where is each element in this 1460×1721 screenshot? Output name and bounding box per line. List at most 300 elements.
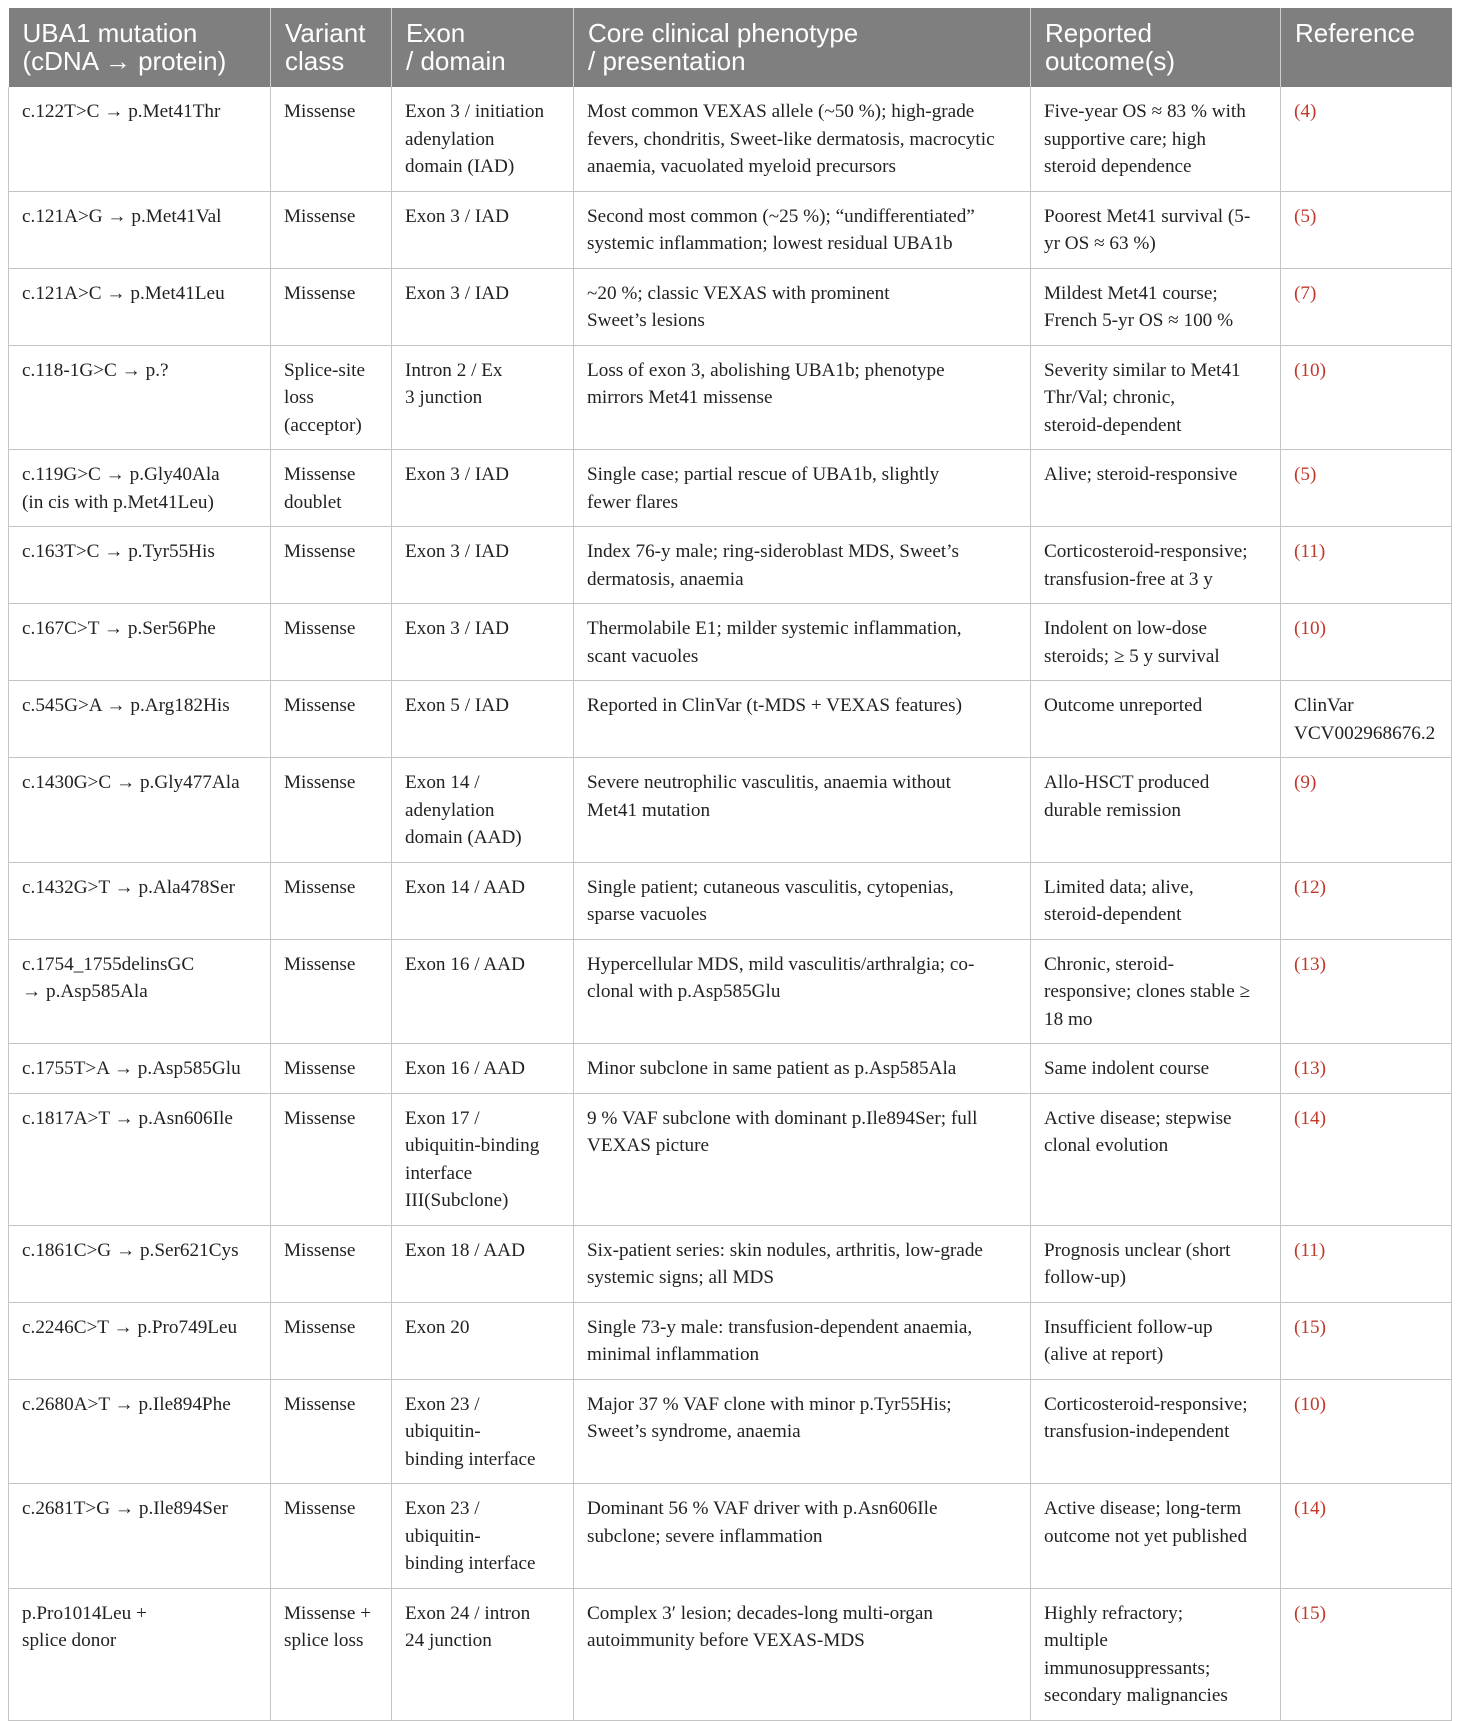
- phenotype-cell: [574, 450, 1031, 527]
- reference-cell: [1281, 1093, 1452, 1225]
- variant-class-cell: [271, 527, 392, 604]
- outcome-cell: [1031, 862, 1281, 939]
- mutation-cell: [9, 862, 271, 939]
- cell-line: immunosuppressants;: [1044, 1657, 1211, 1679]
- header-line: UBA1 mutation: [22, 18, 198, 48]
- cell-line: Splice-site: [284, 359, 365, 381]
- outcome-cell: [1031, 1044, 1281, 1094]
- phenotype-cell: [574, 268, 1031, 345]
- cell-line: c.1817A>T → p.Asn606Ile: [22, 1107, 233, 1129]
- reference-link[interactable]: (13): [1294, 953, 1326, 975]
- cell-line: Missense: [284, 541, 356, 562]
- reference-link[interactable]: (12): [1294, 876, 1326, 898]
- cell-line: Intron 2 / Ex: [405, 359, 503, 381]
- phenotype-cell: [574, 681, 1031, 758]
- variant-class-cell: [271, 1302, 392, 1379]
- cell-line: Exon 3 / IAD: [405, 282, 509, 304]
- cell-line: doublet: [284, 491, 342, 513]
- outcome-cell: [1031, 527, 1281, 604]
- table-row: [9, 604, 1452, 681]
- cell-line: ubiquitin-: [405, 1421, 481, 1442]
- table-row: [9, 87, 1452, 191]
- table-row: [9, 1302, 1452, 1379]
- reference-cell: [1281, 268, 1452, 345]
- cell-line: Exon 3 / IAD: [405, 541, 509, 562]
- outcome-cell: [1031, 450, 1281, 527]
- exon-domain-cell: [392, 1093, 574, 1225]
- exon-domain-cell: [392, 1484, 574, 1589]
- reference-cell: [1281, 450, 1452, 527]
- cell-line: transfusion-independent: [1044, 1421, 1230, 1442]
- reference-cell: [1281, 1588, 1452, 1720]
- outcome-cell: [1031, 681, 1281, 758]
- cell-line: c.1754_1755delinsGC: [22, 953, 195, 975]
- outcome-cell: [1031, 1093, 1281, 1225]
- outcome-cell: [1031, 939, 1281, 1044]
- cell-line: Sweet’s lesions: [587, 310, 705, 331]
- outcome-cell: [1031, 1225, 1281, 1302]
- reference-link[interactable]: (13): [1294, 1058, 1326, 1079]
- table-row: [9, 450, 1452, 527]
- reference-link[interactable]: (14): [1294, 1498, 1326, 1519]
- cell-line: adenylation: [405, 799, 495, 821]
- cell-line: Missense: [284, 876, 356, 898]
- cell-line: c.122T>C → p.Met41Thr: [22, 101, 221, 122]
- cell-line: 9 % VAF subclone with dominant p.Ile894Ser; full: [587, 1107, 978, 1129]
- outcome-cell: [1031, 1379, 1281, 1484]
- header-line: Reference: [1295, 18, 1415, 48]
- cell-line: Outcome unreported: [1044, 695, 1203, 716]
- cell-line: Second most common (~25 %); “undifferentiated”: [587, 205, 975, 227]
- cell-line: ubiquitin-: [405, 1525, 481, 1547]
- cell-line: steroids; ≥ 5 y survival: [1044, 645, 1220, 667]
- reference-link[interactable]: (15): [1294, 1316, 1326, 1338]
- exon-domain-cell: [392, 862, 574, 939]
- cell-line: steroid dependence: [1044, 156, 1192, 177]
- cell-line: interface: [405, 1162, 473, 1184]
- cell-line: ~20 %; classic VEXAS with prominent: [587, 282, 890, 304]
- cell-line: Active disease; stepwise: [1044, 1107, 1232, 1129]
- mutation-cell: [9, 345, 271, 450]
- cell-line: clonal with p.Asp585Glu: [587, 981, 781, 1002]
- cell-line: Exon 18 / AAD: [405, 1239, 525, 1261]
- outcome-cell: [1031, 268, 1281, 345]
- phenotype-cell: [574, 1588, 1031, 1720]
- table-row: [9, 862, 1452, 939]
- cell-line: binding interface: [405, 1553, 536, 1574]
- cell-line: c.119G>C → p.Gly40Ala: [22, 464, 220, 485]
- table-body: [9, 87, 1452, 1720]
- phenotype-header: [574, 8, 1031, 87]
- table-row: [9, 1044, 1452, 1094]
- mutation-header: [9, 8, 271, 87]
- cell-line: mirrors Met41 missense: [587, 387, 773, 408]
- cell-line: c.167C>T → p.Ser56Phe: [22, 618, 216, 639]
- cell-line: Missense: [284, 695, 356, 716]
- cell-line: c.121A>G → p.Met41Val: [22, 205, 222, 227]
- cell-line: Thermolabile E1; milder systemic inflammation,: [587, 618, 962, 639]
- header-line: Variant: [285, 18, 366, 48]
- reference-cell: [1281, 604, 1452, 681]
- outcome-cell: [1031, 1588, 1281, 1720]
- table-row: [9, 268, 1452, 345]
- cell-line: Exon 24 / intron: [405, 1602, 531, 1624]
- cell-line: c.1432G>T → p.Ala478Ser: [22, 876, 235, 898]
- cell-line: domain (IAD): [405, 156, 515, 177]
- mutation-cell: [9, 1588, 271, 1720]
- mutation-cell: [9, 450, 271, 527]
- cell-line: Sweet’s syndrome, anaemia: [587, 1421, 801, 1442]
- cell-line: fewer flares: [587, 491, 679, 513]
- cell-line: Chronic, steroid-: [1044, 953, 1175, 975]
- exon-domain-cell: [392, 1225, 574, 1302]
- cell-line: supportive care; high: [1044, 128, 1206, 150]
- cell-line: outcome not yet published: [1044, 1525, 1248, 1547]
- cell-line: c.121A>C → p.Met41Leu: [22, 282, 225, 304]
- cell-line: multiple: [1044, 1630, 1108, 1651]
- phenotype-cell: [574, 758, 1031, 863]
- header-line: class: [285, 46, 345, 76]
- cell-line: Five-year OS ≈ 83 % with: [1044, 101, 1246, 122]
- phenotype-cell: [574, 1379, 1031, 1484]
- cell-line: durable remission: [1044, 799, 1181, 821]
- exon-domain-cell: [392, 1044, 574, 1094]
- cell-line: Missense: [284, 464, 356, 485]
- cell-line: Missense: [284, 1316, 356, 1338]
- mutation-cell: [9, 527, 271, 604]
- reference-cell: [1281, 1225, 1452, 1302]
- cell-line: systemic signs; all MDS: [587, 1267, 775, 1288]
- reference-cell: [1281, 345, 1452, 450]
- table-row: [9, 939, 1452, 1044]
- outcome-cell: [1031, 1484, 1281, 1589]
- cell-line: → p.Asp585Ala: [22, 981, 148, 1002]
- header-line: (cDNA → protein): [22, 46, 227, 76]
- mutation-cell: [9, 758, 271, 863]
- variant-class-cell: [271, 1588, 392, 1720]
- cell-line: Allo-HSCT produced: [1044, 772, 1210, 793]
- cell-line: French 5-yr OS ≈ 100 %: [1044, 310, 1234, 331]
- cell-line: c.1861C>G → p.Ser621Cys: [22, 1239, 239, 1261]
- reference-link[interactable]: (15): [1294, 1602, 1326, 1624]
- variant-class-cell: [271, 345, 392, 450]
- variant-class-cell: [271, 268, 392, 345]
- table-row: [9, 1379, 1452, 1484]
- phenotype-cell: [574, 345, 1031, 450]
- cell-line: Exon 20: [405, 1316, 470, 1338]
- cell-line: VEXAS picture: [587, 1135, 710, 1156]
- phenotype-cell: [574, 1302, 1031, 1379]
- cell-line: Single 73-y male: transfusion-dependent anaemia,: [587, 1316, 973, 1338]
- cell-line: Single case; partial rescue of UBA1b, slightly: [587, 464, 940, 485]
- cell-line: Missense: [284, 282, 356, 304]
- reference-link[interactable]: (10): [1294, 359, 1326, 381]
- variant-class-cell: [271, 1484, 392, 1589]
- outcome-cell: [1031, 604, 1281, 681]
- variant-class-cell: [271, 191, 392, 268]
- cell-line: subclone; severe inflammation: [587, 1525, 823, 1547]
- cell-line: Major 37 % VAF clone with minor p.Tyr55His;: [587, 1393, 952, 1415]
- cell-line: (alive at report): [1044, 1344, 1164, 1365]
- exon-domain-cell: [392, 87, 574, 191]
- outcome-header: [1031, 8, 1281, 87]
- table-row: [9, 1484, 1452, 1589]
- exon-domain-cell: [392, 450, 574, 527]
- exon-domain-cell: [392, 191, 574, 268]
- cell-line: minimal inflammation: [587, 1344, 760, 1365]
- table-row: [9, 758, 1452, 863]
- cell-line: fevers, chondritis, Sweet-like dermatosis, macrocytic: [587, 128, 995, 150]
- variant-class-header: [271, 8, 392, 87]
- header-line: outcome(s): [1045, 46, 1176, 76]
- cell-line: autoimmunity before VEXAS-MDS: [587, 1630, 865, 1651]
- header-row: [9, 8, 1452, 87]
- reference-link[interactable]: (7): [1294, 282, 1317, 304]
- cell-line: systemic inflammation; lowest residual UBA1b: [587, 233, 953, 254]
- reference-link[interactable]: (5): [1294, 464, 1317, 485]
- cell-line: Missense: [284, 618, 356, 639]
- mutation-cell: [9, 1484, 271, 1589]
- cell-line: c.2680A>T → p.Ile894Phe: [22, 1393, 231, 1415]
- reference-link[interactable]: (4): [1294, 101, 1317, 122]
- phenotype-cell: [574, 939, 1031, 1044]
- table-row: [9, 527, 1452, 604]
- mutation-cell: [9, 681, 271, 758]
- cell-line: Exon 3 / initiation: [405, 101, 545, 122]
- phenotype-cell: [574, 1093, 1031, 1225]
- cell-line: Missense: [284, 1107, 356, 1129]
- exon-domain-cell: [392, 1379, 574, 1484]
- outcome-cell: [1031, 345, 1281, 450]
- reference-cell: [1281, 1484, 1452, 1589]
- phenotype-cell: [574, 1044, 1031, 1094]
- reference-link[interactable]: (10): [1294, 618, 1326, 639]
- cell-line: c.2246C>T → p.Pro749Leu: [22, 1316, 238, 1338]
- uba1-mutations-table: [8, 8, 1452, 1721]
- cell-line: steroid-dependent: [1044, 904, 1182, 925]
- variant-class-cell: [271, 681, 392, 758]
- cell-line: III(Subclone): [405, 1190, 509, 1211]
- table-row: [9, 1225, 1452, 1302]
- phenotype-cell: [574, 527, 1031, 604]
- cell-line: sparse vacuoles: [587, 904, 707, 925]
- cell-line: Six-patient series: skin nodules, arthritis, low-grade: [587, 1239, 983, 1261]
- reference-link[interactable]: (10): [1294, 1393, 1326, 1415]
- mutation-cell: [9, 1302, 271, 1379]
- cell-line: follow-up): [1044, 1267, 1127, 1288]
- cell-line: Missense: [284, 1239, 356, 1261]
- cell-line: ubiquitin-binding: [405, 1135, 540, 1156]
- reference-cell: [1281, 191, 1452, 268]
- cell-line: binding interface: [405, 1448, 536, 1470]
- cell-line: Severity similar to Met41: [1044, 359, 1241, 381]
- reference-cell: [1281, 1379, 1452, 1484]
- cell-line: Missense: [284, 101, 356, 122]
- reference-cell: [1281, 1044, 1452, 1094]
- phenotype-cell: [574, 87, 1031, 191]
- cell-line: Severe neutrophilic vasculitis, anaemia without: [587, 772, 951, 793]
- cell-line: 18 mo: [1044, 1008, 1093, 1030]
- mutation-cell: [9, 1379, 271, 1484]
- variant-class-cell: [271, 939, 392, 1044]
- cell-line: Missense: [284, 1058, 356, 1079]
- reference-link[interactable]: (11): [1294, 1239, 1326, 1261]
- cell-line: scant vacuoles: [587, 645, 699, 667]
- variant-class-cell: [271, 1093, 392, 1225]
- reference-link[interactable]: (14): [1294, 1107, 1326, 1129]
- cell-line: Thr/Val; chronic,: [1044, 387, 1176, 408]
- cell-line: Exon 16 / AAD: [405, 953, 525, 975]
- reference-cell: [1281, 862, 1452, 939]
- reference-cell: [1281, 939, 1452, 1044]
- mutation-cell: [9, 268, 271, 345]
- cell-line: Exon 3 / IAD: [405, 618, 509, 639]
- cell-line: Single patient; cutaneous vasculitis, cytopenias,: [587, 876, 954, 898]
- cell-line: Poorest Met41 survival (5-: [1044, 205, 1251, 227]
- cell-line: Insufficient follow-up: [1044, 1316, 1213, 1338]
- cell-line: p.Pro1014Leu +: [22, 1602, 147, 1624]
- cell-line: loss: [284, 387, 314, 408]
- cell-line: ClinVar: [1294, 695, 1354, 716]
- variant-class-cell: [271, 862, 392, 939]
- cell-line: Exon 17 /: [405, 1107, 480, 1129]
- cell-line: Exon 14 /: [405, 772, 480, 793]
- cell-line: Alive; steroid-responsive: [1044, 464, 1238, 485]
- cell-line: Exon 3 / IAD: [405, 205, 509, 227]
- reference-header: [1281, 8, 1452, 87]
- table-row: [9, 1588, 1452, 1720]
- cell-line: Complex 3′ lesion; decades-long multi-organ: [587, 1602, 933, 1624]
- cell-line: Met41 mutation: [587, 799, 711, 821]
- phenotype-cell: [574, 1484, 1031, 1589]
- table-row: [9, 681, 1452, 758]
- cell-line: Missense: [284, 205, 356, 227]
- reference-link[interactable]: (9): [1294, 772, 1317, 793]
- cell-line: Corticosteroid-responsive;: [1044, 541, 1248, 562]
- cell-line: (in cis with p.Met41Leu): [22, 491, 214, 513]
- outcome-cell: [1031, 758, 1281, 863]
- header-line: / presentation: [588, 46, 746, 76]
- exon-domain-cell: [392, 1302, 574, 1379]
- cell-line: c.1755T>A → p.Asp585Glu: [22, 1058, 241, 1079]
- cell-line: Prognosis unclear (short: [1044, 1239, 1231, 1261]
- variant-class-cell: [271, 87, 392, 191]
- mutation-cell: [9, 1093, 271, 1225]
- cell-line: c.545G>A → p.Arg182His: [22, 695, 230, 716]
- cell-line: Missense: [284, 772, 356, 793]
- cell-line: domain (AAD): [405, 827, 522, 848]
- cell-line: Missense: [284, 1498, 356, 1519]
- reference-cell: [1281, 758, 1452, 863]
- cell-line: responsive; clones stable ≥: [1044, 981, 1251, 1002]
- variant-class-cell: [271, 604, 392, 681]
- cell-line: steroid-dependent: [1044, 414, 1182, 436]
- table-row: [9, 345, 1452, 450]
- cell-line: Corticosteroid-responsive;: [1044, 1393, 1248, 1415]
- header-line: Reported: [1045, 18, 1152, 48]
- reference-cell: [1281, 87, 1452, 191]
- cell-line: Exon 5 / IAD: [405, 695, 509, 716]
- phenotype-cell: [574, 604, 1031, 681]
- exon-domain-cell: [392, 345, 574, 450]
- variant-class-cell: [271, 1044, 392, 1094]
- cell-line: Dominant 56 % VAF driver with p.Asn606Ile: [587, 1498, 938, 1519]
- cell-line: (acceptor): [284, 414, 362, 436]
- exon-domain-cell: [392, 939, 574, 1044]
- table-row: [9, 1093, 1452, 1225]
- header-line: Exon: [406, 18, 466, 48]
- cell-line: 24 junction: [405, 1630, 492, 1651]
- cell-line: Exon 16 / AAD: [405, 1058, 525, 1079]
- cell-line: Highly refractory;: [1044, 1602, 1184, 1624]
- variant-class-cell: [271, 758, 392, 863]
- reference-cell: [1281, 1302, 1452, 1379]
- cell-line: adenylation: [405, 128, 495, 150]
- reference-link[interactable]: (5): [1294, 205, 1317, 227]
- reference-cell: [1281, 527, 1452, 604]
- cell-line: Minor subclone in same patient as p.Asp585Ala: [587, 1058, 957, 1079]
- variant-class-cell: [271, 1225, 392, 1302]
- table-row: [9, 191, 1452, 268]
- table-header: [9, 8, 1452, 87]
- cell-line: Most common VEXAS allele (~50 %); high-grade: [587, 101, 975, 122]
- phenotype-cell: [574, 862, 1031, 939]
- cell-line: c.163T>C → p.Tyr55His: [22, 541, 215, 562]
- exon-domain-cell: [392, 604, 574, 681]
- variant-class-cell: [271, 1379, 392, 1484]
- exon-domain-cell: [392, 681, 574, 758]
- exon-domain-cell: [392, 1588, 574, 1720]
- cell-line: VCV002968676.2: [1294, 722, 1436, 744]
- cell-line: anaemia, vacuolated myeloid precursors: [587, 156, 897, 177]
- phenotype-cell: [574, 1225, 1031, 1302]
- reference-link[interactable]: (11): [1294, 541, 1326, 562]
- cell-line: c.118-1G>C → p.?: [22, 359, 169, 381]
- exon-domain-cell: [392, 527, 574, 604]
- header-line: / domain: [406, 46, 506, 76]
- phenotype-cell: [574, 191, 1031, 268]
- cell-line: splice donor: [22, 1630, 117, 1651]
- cell-line: Limited data; alive,: [1044, 876, 1194, 898]
- cell-line: Exon 14 / AAD: [405, 876, 525, 898]
- cell-line: Active disease; long-term: [1044, 1498, 1242, 1519]
- cell-line: Indolent on low-dose: [1044, 618, 1208, 639]
- cell-line: secondary malignancies: [1044, 1685, 1228, 1706]
- cell-line: Hypercellular MDS, mild vasculitis/arthralgia; co-: [587, 953, 975, 975]
- cell-line: Missense: [284, 1393, 356, 1415]
- exon-domain-cell: [392, 268, 574, 345]
- cell-line: dermatosis, anaemia: [587, 568, 744, 590]
- cell-line: transfusion-free at 3 y: [1044, 568, 1213, 590]
- cell-line: Exon 23 /: [405, 1393, 480, 1415]
- mutation-cell: [9, 939, 271, 1044]
- cell-line: c.1430G>C → p.Gly477Ala: [22, 772, 240, 793]
- mutation-cell: [9, 1225, 271, 1302]
- cell-line: Exon 23 /: [405, 1498, 480, 1519]
- mutation-cell: [9, 604, 271, 681]
- cell-line: clonal evolution: [1044, 1135, 1169, 1156]
- mutation-cell: [9, 191, 271, 268]
- cell-line: Exon 3 / IAD: [405, 464, 509, 485]
- exon-domain-cell: [392, 758, 574, 863]
- cell-line: Missense +: [284, 1602, 372, 1624]
- cell-line: Same indolent course: [1044, 1058, 1210, 1079]
- outcome-cell: [1031, 1302, 1281, 1379]
- cell-line: Reported in ClinVar (t-MDS + VEXAS features): [587, 695, 962, 716]
- cell-line: c.2681T>G → p.Ile894Ser: [22, 1498, 228, 1519]
- outcome-cell: [1031, 191, 1281, 268]
- reference-cell: [1281, 681, 1452, 758]
